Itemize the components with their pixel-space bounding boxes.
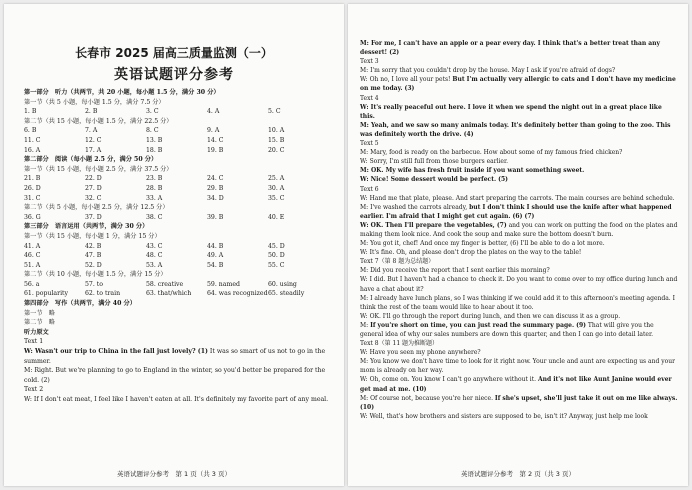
answer-cell: 21. B: [24, 175, 41, 183]
answer-cell: 28. B: [146, 184, 163, 192]
dialogue-line: M: I already have lunch plans, so I was thinking if we could add it to this afternoon's meeting agenda. I think the rest of the team would like to hear about it too.: [360, 294, 675, 311]
answer-cell: 58. creative: [146, 280, 184, 288]
subsection-heading: 第二节（共 10 小题，每小题 1.5 分，满分 15 分）: [24, 271, 167, 279]
dialogue-text: W: Oh, come on. You know I can't go anywhere without it.: [360, 376, 538, 384]
dialogue-line: [24, 347, 330, 366]
answer-row: [24, 126, 330, 136]
answer-cell: 15. B: [268, 136, 285, 144]
dialogue-text: W: Oh no, I love all your pets!: [360, 76, 453, 84]
key-sentence: And it's not like Aunt Janine would ever get mad at me. (10): [360, 376, 672, 393]
answer-cell: 24. C: [207, 175, 224, 183]
answer-cell: 37. D: [85, 213, 102, 221]
answer-cell: 12. C: [85, 136, 102, 144]
dialogue-line: W: If I don't eat meat, I feel like I haven't eaten at all. It's definitely my favorite part of any meal.: [24, 396, 329, 403]
text-label: Text 3: [360, 58, 379, 66]
answer-row: [24, 107, 330, 117]
answer-cell: 48. C: [146, 252, 163, 260]
subsection-heading: 第二节（共 15 小题，每小题 1.5 分，满分 22.5 分）: [24, 117, 173, 125]
answer-cell: 22. D: [85, 175, 102, 183]
answer-cell: 16. A: [24, 146, 41, 154]
page-2-body: [360, 39, 678, 421]
dialogue-line: W: I did. But I haven't had a chance to check it. Do you want to come over to my office during lunch and have a chat about it?: [360, 276, 678, 293]
answer-cell: 6. B: [24, 127, 37, 135]
subsection-heading: 第二节 略: [24, 319, 55, 327]
answer-row: [24, 184, 330, 194]
answer-cell: 10. A: [268, 127, 285, 135]
answer-cell: 45. D: [268, 242, 285, 250]
dialogue-line: W: It's really peaceful out here. I love it when we spend the night out in a great place like this.: [360, 103, 662, 120]
dialogue-line: [360, 221, 678, 239]
answer-cell: 4. A: [207, 108, 220, 116]
section-heading: 第一部分 听力（共两节，共 20 小题，每小题 1.5 分，满分 30 分）: [24, 89, 220, 96]
answer-key-page-1: [4, 4, 344, 486]
dialogue-line: W: Well, that's how brothers and sisters are supposed to be, isn't it? Anyway, just help me look: [360, 412, 648, 420]
answer-row: [24, 136, 330, 146]
key-sentence: but I don't think I should use the knife after what happened earlier. I'm afraid that I might get cut again. (6) (7): [360, 203, 672, 220]
answer-cell: 18. B: [146, 146, 163, 154]
section-heading: 第四部分 写作（共两节，满分 40 分）: [24, 300, 136, 308]
answer-cell: 59. named: [207, 280, 240, 288]
dialogue-text: M: I've washed the carrots already,: [360, 203, 470, 211]
subsection-heading: 第二节（共 5 小题，每小题 2.5 分，满分 12.5 分）: [24, 204, 169, 212]
key-sentence: If you're short on time, you can just read the summary page. (9): [370, 321, 587, 329]
page-footer: 英语试题评分参考 第 2 页（共 3 页）: [460, 470, 576, 478]
answer-row: [24, 242, 330, 252]
dialogue-line: W: Hand me that plate, please. And start preparing the carrots. The main courses are behind schedule.: [360, 194, 675, 202]
subsection-heading: 第一节（共 15 小题，每小题 2.5 分，满分 37.5 分）: [24, 165, 173, 173]
dialogue-line: [360, 203, 678, 221]
answer-cell: 42. B: [85, 242, 102, 250]
answer-cell: 29. B: [207, 184, 224, 192]
answer-cell: 50. D: [268, 252, 285, 260]
answer-cell: 34. D: [207, 194, 224, 202]
page-1-body: [24, 88, 330, 405]
answer-row: [24, 251, 330, 261]
dialogue-text: It was so smart of us not to go in the summer.: [24, 348, 326, 365]
text-label: Text 2: [24, 386, 44, 394]
subsection-heading: 第一节（共 5 小题，每小题 1.5 分，满分 7.5 分）: [24, 98, 165, 106]
dialogue-line: M: Right. But we're planning to go to England in the winter, so you'd better be prepared for the cold. (2): [24, 367, 326, 384]
text-label: Text 8（第 11 题为推断题）: [360, 340, 439, 348]
answer-cell: 32. C: [85, 194, 102, 202]
answer-cell: 17. A: [85, 146, 102, 154]
answer-cell: 7. A: [85, 127, 98, 135]
dialogue-line: [360, 375, 678, 393]
answer-cell: 53. A: [146, 261, 163, 269]
answer-row: [24, 280, 330, 290]
answer-row: [24, 174, 330, 184]
dialogue-line: W: It's fine. Oh, and please don't drop the plates on the way to the table!: [360, 249, 582, 257]
text-label: Text 7（第 8 题为总结题）: [360, 258, 435, 266]
answer-cell: 60. using: [268, 280, 297, 288]
text-label: Text 6: [360, 185, 379, 193]
page-footer: 英语试题评分参考 第 1 页（共 3 页）: [116, 470, 232, 478]
answer-cell: 8. C: [146, 127, 159, 135]
key-sentence: W: OK. Then I'll prepare the vegetables, (7): [360, 221, 507, 229]
subsection-heading: 第一节 略: [24, 309, 55, 317]
dialogue-text: That will give you the general idea of why our sales numbers are down this quarter, and then I can go into detail later.: [360, 321, 654, 338]
answer-cell: 61. popularity: [24, 290, 69, 298]
answer-cell: 55. C: [268, 261, 285, 269]
dialogue-line: [360, 75, 678, 93]
answer-cell: 35. C: [268, 194, 285, 202]
dialogue-text: and you can work on putting the food on the plates and making them look nice. And cook the soup and make sure the bottom doesn't burn.: [360, 221, 678, 238]
key-sentence: W: Wasn't our trip to China in the fall just lovely? (1): [24, 348, 208, 356]
dialogue-line: M: Did you receive the report that I sent earlier this morning?: [360, 267, 550, 275]
answer-cell: 5. C: [268, 108, 281, 116]
text-label: Text 5: [360, 140, 379, 148]
answer-cell: 39. B: [207, 213, 224, 221]
text-label: Text 1: [24, 338, 44, 346]
answer-cell: 25. A: [268, 175, 285, 183]
dialogue-line: [360, 394, 678, 412]
answer-cell: 27. D: [85, 184, 102, 192]
dialogue-line: W: Have you seen my phone anywhere?: [360, 349, 481, 357]
answer-cell: 62. to train: [85, 290, 121, 298]
answer-cell: 56. a: [24, 280, 40, 288]
listening-transcript-heading: 听力原文: [24, 328, 49, 336]
section-heading: 第三部分 语言运用（共两节，满分 30 分）: [24, 223, 149, 231]
dialogue-text: M:: [360, 321, 371, 329]
answer-cell: 31. C: [24, 194, 41, 202]
dialogue-line: M: OK. My wife has fresh fruit inside if you want something sweet.: [360, 167, 585, 175]
answer-cell: 26. D: [24, 184, 41, 192]
answer-cell: 44. B: [207, 242, 224, 250]
answer-cell: 65. steadily: [268, 290, 305, 298]
answer-cell: 57. to: [85, 280, 104, 288]
answer-cell: 54. B: [207, 261, 224, 269]
answer-cell: 49. A: [207, 252, 224, 260]
answer-cell: 40. E: [268, 213, 285, 221]
dialogue-line: M: I'm sorry that you couldn't drop by the house. May I ask if you're afraid of dogs?: [360, 67, 616, 75]
answer-cell: 2. B: [85, 108, 98, 116]
dialogue-line: M: Mary, food is ready on the barbecue. How about some of my famous fried chicken?: [360, 149, 623, 157]
answer-cell: 14. C: [207, 136, 224, 144]
answer-cell: 41. A: [24, 242, 41, 250]
answer-row: [24, 213, 330, 223]
answer-cell: 23. B: [146, 175, 163, 183]
document-title: 长春市 2025 届高三质量监测（一）: [75, 46, 273, 60]
answer-cell: 20. C: [268, 146, 285, 154]
dialogue-text: M: Of course not, because you're her niece.: [360, 394, 495, 402]
answer-key-page-2: [348, 4, 688, 486]
answer-cell: 9. A: [207, 127, 220, 135]
answer-cell: 30. A: [268, 184, 285, 192]
dialogue-line: M: You know we don't have time to look for it right now. Your uncle and aunt are expecting us and your mom is already on her way.: [360, 358, 675, 375]
answer-cell: 33. A: [146, 194, 163, 202]
section-heading: 第二部分 阅读（每小题 2.5 分，满分 50 分）: [24, 156, 158, 164]
answer-cell: 46. C: [24, 252, 41, 260]
answer-cell: 19. B: [207, 146, 224, 154]
dialogue-line: [360, 321, 678, 339]
answer-cell: 3. C: [146, 108, 159, 116]
answer-row: [24, 146, 330, 156]
key-sentence: If she's upset, she'll just take it out on me like always. (10): [360, 394, 678, 411]
text-label: Text 4: [360, 94, 379, 102]
document-subtitle: 英语试题评分参考: [114, 67, 234, 83]
answer-cell: 47. B: [85, 252, 102, 260]
dialogue-line: M: You got it, chef! And once my finger is better, (6) I'll be able to do a lot more.: [360, 240, 605, 248]
answer-cell: 36. G: [24, 213, 41, 221]
answer-cell: 43. C: [146, 242, 163, 250]
answer-row: [24, 289, 330, 299]
key-sentence: But I'm actually very allergic to cats and I don't have my medicine on me today. (3): [360, 76, 676, 93]
dialogue-line: M: Yeah, and we saw so many animals today. It's definitely better than going to the zoo. This was definitely worth the drive. (4): [360, 121, 671, 138]
dialogue-line: W: Sorry, I'm still full from those burgers earlier.: [360, 158, 509, 166]
answer-cell: 52. D: [85, 261, 102, 269]
answer-row: [24, 261, 330, 271]
answer-cell: 64. was recognized: [207, 290, 268, 298]
answer-row: [24, 194, 330, 204]
dialogue-line: W: Nice! Some dessert would be perfect. (5): [360, 176, 509, 184]
answer-cell: 1. B: [24, 108, 37, 116]
dialogue-line: W: OK. I'll go through the report during lunch, and then we can discuss it as a group.: [360, 312, 621, 320]
answer-cell: 13. B: [146, 136, 163, 144]
answer-cell: 11. C: [24, 136, 41, 144]
dialogue-line: M: For me, I can't have an apple or a pear every day. I think that's a better treat than any dessert! (2): [360, 40, 661, 57]
answer-cell: 51. A: [24, 261, 41, 269]
answer-cell: 63. that/which: [146, 290, 192, 298]
subsection-heading: 第一节（共 15 小题，每小题 1 分，满分 15 分）: [24, 232, 161, 240]
answer-cell: 38. C: [146, 213, 163, 221]
